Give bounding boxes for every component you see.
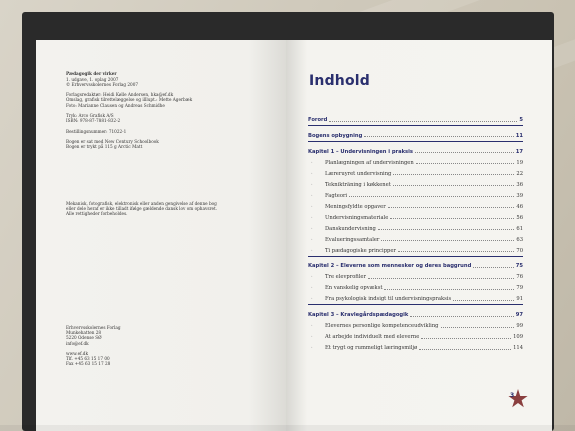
imprint-line: Bogen er trykt på 115 g Arctic Matt — [66, 144, 143, 150]
toc-leader-dots — [416, 163, 515, 164]
toc-label: Planlægningen af undervisningen — [325, 159, 414, 166]
toc-page-number: 70 — [516, 247, 523, 254]
toc-entry — [308, 112, 523, 123]
toc-label: Læreruyret undervisning — [325, 170, 392, 177]
toc-entry — [308, 243, 523, 254]
toc-page-number: 11 — [515, 132, 523, 139]
toc-leader-dots — [419, 349, 511, 350]
toc-entry — [308, 340, 523, 351]
toc-leader-dots — [368, 278, 514, 279]
imprint-line: Tlf. +45 63 15 17 00 — [66, 356, 110, 362]
bullet-icon: · — [311, 296, 313, 303]
toc-divider — [308, 304, 523, 305]
right-page — [286, 40, 552, 431]
toc-leader-dots — [441, 327, 515, 328]
bullet-icon: · — [311, 247, 313, 254]
toc-entry — [308, 280, 523, 291]
toc-page-number: 5 — [519, 117, 523, 123]
toc-label: Kapitel 3 – Kravlegårdspædagogik — [308, 312, 409, 319]
toc-leader-dots — [393, 174, 514, 175]
bullet-icon: · — [311, 225, 313, 232]
imprint-line: © Erhvervsskolernes Forlag 2007 — [66, 81, 139, 87]
toc-leader-dots — [453, 300, 514, 301]
toc-entry — [308, 307, 523, 318]
toc-divider — [308, 125, 523, 126]
imprint-line: ISBN: 978-87-7881-832-2 — [66, 118, 121, 124]
toc-page-number: 39 — [516, 192, 523, 199]
bullet-icon: · — [311, 192, 313, 199]
toc-label: Meningsfyldte opgaver — [325, 203, 386, 210]
imprint-line: Bestillingsnummer: 71022-1 — [66, 128, 127, 134]
toc-label: Tre elevprofiler — [325, 274, 366, 281]
toc-entry — [308, 188, 523, 199]
toc-label: Teknikträning i køkkenet — [325, 181, 391, 188]
toc-label: Forord — [308, 117, 328, 123]
imprint-line: Erhvervsskolernes Forlag — [66, 325, 121, 330]
toc-page-number: 17 — [515, 148, 523, 155]
page-number: 3 — [510, 392, 515, 399]
toc-entry — [308, 166, 523, 177]
toc-label: Evalueringssamtaler — [325, 236, 380, 243]
imprint-line: Foto: Marianne Clausen og Andreas Schmidhe — [66, 102, 165, 108]
imprint-line: www.ef.dk — [66, 351, 89, 356]
toc-entry — [308, 269, 523, 280]
imprint-line: eller dele heraf er ikke tilladt ifølge gældende dansk lov om ophavsret. — [66, 206, 217, 212]
toc-leader-dots — [410, 316, 513, 317]
bullet-icon: · — [311, 236, 313, 243]
toc-page-number: 79 — [516, 285, 523, 292]
bullet-icon: · — [311, 274, 313, 281]
toc-page-number: 63 — [516, 236, 523, 243]
toc-label: Fagteori — [325, 192, 348, 199]
bullet-icon: · — [311, 285, 313, 292]
imprint-line: 1. udgave, 1. oplag 2007 — [66, 76, 119, 82]
toc-page-number: 22 — [516, 170, 523, 177]
toc-entry — [308, 177, 523, 188]
toc-page-number: 109 — [513, 334, 523, 341]
bullet-icon: · — [311, 323, 313, 330]
toc-leader-dots — [329, 121, 517, 122]
imprint-line: Forlagsredaktør: Heidi Kølle Andersen, hka@ef.dk — [66, 92, 174, 98]
toc-entry — [308, 155, 523, 166]
imprint-line: Omslag, grafisk tilrettelæggelse og illlupt.: Mette Agerbæk — [66, 97, 193, 103]
toc-label: Elevernes personlige kompetenceudvikling — [325, 323, 439, 330]
toc-entry — [308, 258, 523, 269]
toc-label: En vanskelig opvækst — [325, 285, 383, 292]
toc-page-number: 75 — [515, 263, 523, 270]
toc-page-number: 97 — [515, 312, 523, 319]
toc-divider — [308, 256, 523, 257]
toc-label: Kapitel 2 – Eleverne som mennesker og deres baggrund — [308, 263, 472, 270]
toc-leader-dots — [364, 136, 513, 137]
toc-label: At arbejde individuelt med eleverne — [325, 334, 420, 341]
imprint-line: Munkehatten 28 — [66, 330, 102, 336]
toc-page-number: 56 — [516, 214, 523, 221]
toc-page-number: 114 — [513, 345, 523, 352]
bullet-icon: · — [311, 203, 313, 210]
toc-leader-dots — [473, 267, 513, 268]
toc-leader-dots — [381, 240, 514, 241]
toc-label: Fra psykologisk indsigt til undervisningspraksis — [325, 296, 452, 303]
toc-entry — [308, 199, 523, 210]
imprint-line: info@ef.dk — [66, 340, 89, 346]
toc-entry — [308, 329, 523, 340]
toc-page-number: 46 — [516, 203, 523, 210]
toc-entry — [308, 318, 523, 329]
toc-label: Ti pædagogiske principper — [325, 247, 396, 254]
toc-label: Bogens opbygning — [308, 132, 363, 139]
toc-leader-dots — [378, 229, 515, 230]
toc-entry — [308, 221, 523, 232]
toc-entry — [308, 291, 523, 302]
imprint-title: Pædagogik der virker — [66, 71, 117, 76]
toc-label: Et trygt og rummeligt læringsmiljø — [325, 345, 418, 352]
toc-leader-dots — [388, 207, 515, 208]
imprint-line: Mekanisk, fotografisk, elektronisk eller anden gengivelse af denne bog — [66, 201, 217, 206]
page-title: Indhold — [309, 73, 371, 89]
toc-leader-dots — [393, 185, 515, 186]
table-of-contents — [308, 112, 523, 351]
left-page — [36, 40, 286, 431]
bottom-shadow — [0, 425, 575, 431]
bullet-icon: · — [311, 214, 313, 221]
imprint-line: Tryk: Arco Grafisk A/S — [66, 112, 114, 118]
toc-leader-dots — [349, 196, 514, 197]
imprint-line: 5220 Odense SØ — [66, 335, 102, 341]
toc-page-number: 36 — [516, 181, 523, 188]
toc-leader-dots — [421, 338, 511, 339]
toc-divider — [308, 141, 523, 142]
toc-label: Undervisningsmateriale — [325, 214, 389, 221]
bullet-icon: · — [311, 345, 313, 352]
toc-page-number: 99 — [516, 323, 523, 330]
toc-entry — [308, 144, 523, 155]
imprint-line: Alle rettigheder forbeholdes. — [66, 211, 128, 217]
toc-label: Danskundervisning — [325, 225, 376, 232]
toc-label: Kapitel 1 – Undervisningen i praksis — [308, 148, 414, 155]
toc-entry — [308, 128, 523, 139]
bullet-icon: · — [311, 159, 313, 166]
bullet-icon: · — [311, 170, 313, 177]
toc-leader-dots — [390, 218, 514, 219]
toc-entry — [308, 210, 523, 221]
toc-entry — [308, 232, 523, 243]
toc-page-number: 19 — [516, 159, 523, 166]
imprint-line: Fax +45 63 15 17 28 — [66, 361, 111, 367]
toc-page-number: 91 — [516, 296, 523, 303]
imprint-line: Bogen er sat med New Century Schoolbook — [66, 138, 159, 144]
toc-page-number: 76 — [516, 274, 523, 281]
toc-leader-dots — [398, 251, 515, 252]
bullet-icon: · — [311, 334, 313, 341]
toc-leader-dots — [384, 289, 514, 290]
toc-page-number: 61 — [516, 225, 523, 232]
bullet-icon: · — [311, 181, 313, 188]
toc-leader-dots — [415, 152, 514, 153]
